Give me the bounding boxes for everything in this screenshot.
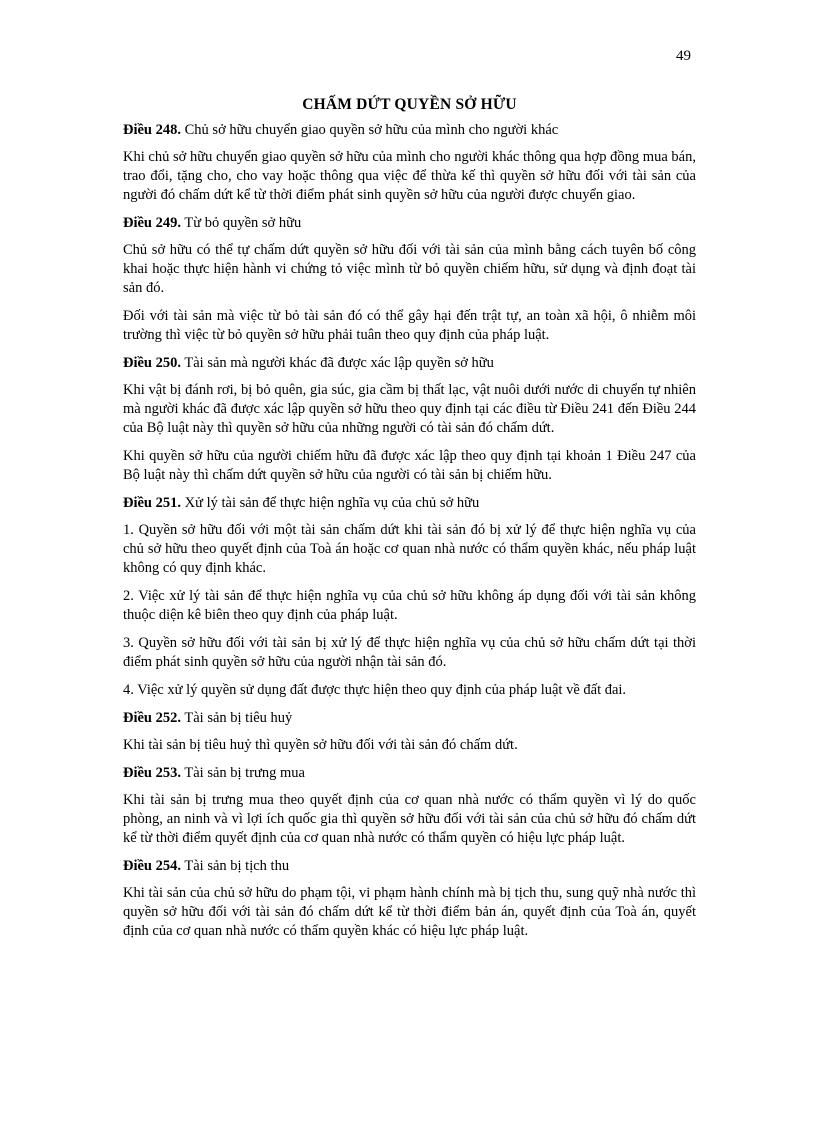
paragraph: 1. Quyền sở hữu đối với một tài sản chấm dứt khi tài sản đó bị xử lý để thực hiện nghĩa vụ của chủ sở hữu theo quyết định của Toà án hoặc cơ quan nhà nước có thẩm quyền khác, nếu pháp luật không có quy định khác. (123, 522, 696, 576)
article-title: Tài sản bị tiêu huỷ (184, 710, 293, 726)
paragraph: Khi tài sản của chủ sở hữu do phạm tội, vi phạm hành chính mà bị tịch thu, sung quỹ nhà nước thì quyền sở hữu đối với tài sản đó chấm dứt kể từ thời điểm bản án, quyết định của Toà án, quyết định của cơ quan nhà nước có thẩm quyền khác có hiệu lực pháp luật. (123, 885, 696, 939)
paragraph: Chủ sở hữu có thể tự chấm dứt quyền sở hữu đối với tài sản của mình bằng cách tuyên bố công khai hoặc thực hiện hành vi chứng tỏ việc mình từ bỏ quyền chiếm hữu, sử dụng và định đoạt tài sản đó. (123, 242, 696, 296)
article-title: Chủ sở hữu chuyển giao quyền sở hữu của mình cho người khác (184, 122, 559, 138)
article-heading (123, 121, 696, 140)
article-number: Điều 251. (123, 495, 181, 511)
article-heading (123, 494, 696, 513)
article-number: Điều 250. (123, 355, 181, 371)
article-title: Tài sản mà người khác đã được xác lập quyền sở hữu (184, 355, 494, 371)
article-253 (123, 764, 696, 848)
article-title: Xử lý tài sản để thực hiện nghĩa vụ của chủ sở hữu (184, 495, 480, 511)
article-title: Tài sản bị trưng mua (184, 765, 305, 781)
article-251 (123, 494, 696, 700)
article-heading (123, 764, 696, 783)
article-heading (123, 857, 696, 876)
paragraph: 4. Việc xử lý quyền sử dụng đất được thực hiện theo quy định của pháp luật về đất đai. (123, 682, 627, 698)
section-title: CHẤM DỨT QUYỀN SỞ HỮU (302, 96, 517, 113)
article-number: Điều 253. (123, 765, 181, 781)
article-250 (123, 354, 696, 485)
article-number: Điều 252. (123, 710, 181, 726)
article-title: Từ bỏ quyền sở hữu (184, 215, 302, 231)
article-254 (123, 857, 696, 941)
paragraph: 2. Việc xử lý tài sản để thực hiện nghĩa vụ của chủ sở hữu không áp dụng đối với tài sản không thuộc diện kê biên theo quy định của pháp luật. (123, 588, 696, 623)
article-number: Điều 249. (123, 215, 181, 231)
article-248 (123, 121, 696, 205)
paragraph: Khi tài sản bị trưng mua theo quyết định của cơ quan nhà nước có thẩm quyền vì lý do quốc phòng, an ninh và vì lợi ích quốc gia thì quyền sở hữu đối với tài sản của chủ sở hữu đó chấm dứt kể từ thời điểm quyết định của cơ quan nhà nước có thẩm quyền có hiệu lực pháp luật. (123, 792, 696, 846)
article-252 (123, 709, 696, 755)
article-249 (123, 214, 696, 345)
paragraph: Khi vật bị đánh rơi, bị bỏ quên, gia súc, gia cầm bị thất lạc, vật nuôi dưới nước di chuyển tự nhiên mà người khác đã được xác lập quyền sở hữu theo quy định tại các điều từ Điều 241 đến Điều 244 của Bộ luật này thì quyền sở hữu của những người có tài sản đó chấm dứt. (123, 382, 696, 436)
paragraph: Khi tài sản bị tiêu huỷ thì quyền sở hữu đối với tài sản đó chấm dứt. (123, 737, 518, 753)
article-heading (123, 354, 696, 373)
article-title: Tài sản bị tịch thu (184, 858, 290, 874)
article-heading (123, 709, 696, 728)
article-heading (123, 214, 696, 233)
paragraph: Khi chủ sở hữu chuyển giao quyền sở hữu của mình cho người khác thông qua hợp đồng mua bán, trao đổi, tặng cho, cho vay hoặc thông qua việc để thừa kế thì quyền sở hữu đối với tài sản của người đó chấm dứt kể từ thời điểm phát sinh quyền sở hữu của người được chuyển giao. (123, 149, 696, 203)
paragraph: 3. Quyền sở hữu đối với tài sản bị xử lý để thực hiện nghĩa vụ của chủ sở hữu chấm dứt tại thời điểm phát sinh quyền sở hữu của người nhận tài sản đó. (123, 635, 696, 670)
paragraph: Đối với tài sản mà việc từ bỏ tài sản đó có thể gây hại đến trật tự, an toàn xã hội, ô nhiễm môi trường thì việc từ bỏ quyền sở hữu phải tuân theo quy định của pháp luật. (123, 308, 696, 343)
page-number: 49 (676, 48, 691, 64)
article-number: Điều 248. (123, 122, 181, 138)
document-body (123, 96, 696, 950)
paragraph: Khi quyền sở hữu của người chiếm hữu đã được xác lập theo quy định tại khoản 1 Điều 247 của Bộ luật này thì chấm dứt quyền sở hữu của người có tài sản bị chiếm hữu. (123, 448, 696, 483)
article-number: Điều 254. (123, 858, 181, 874)
